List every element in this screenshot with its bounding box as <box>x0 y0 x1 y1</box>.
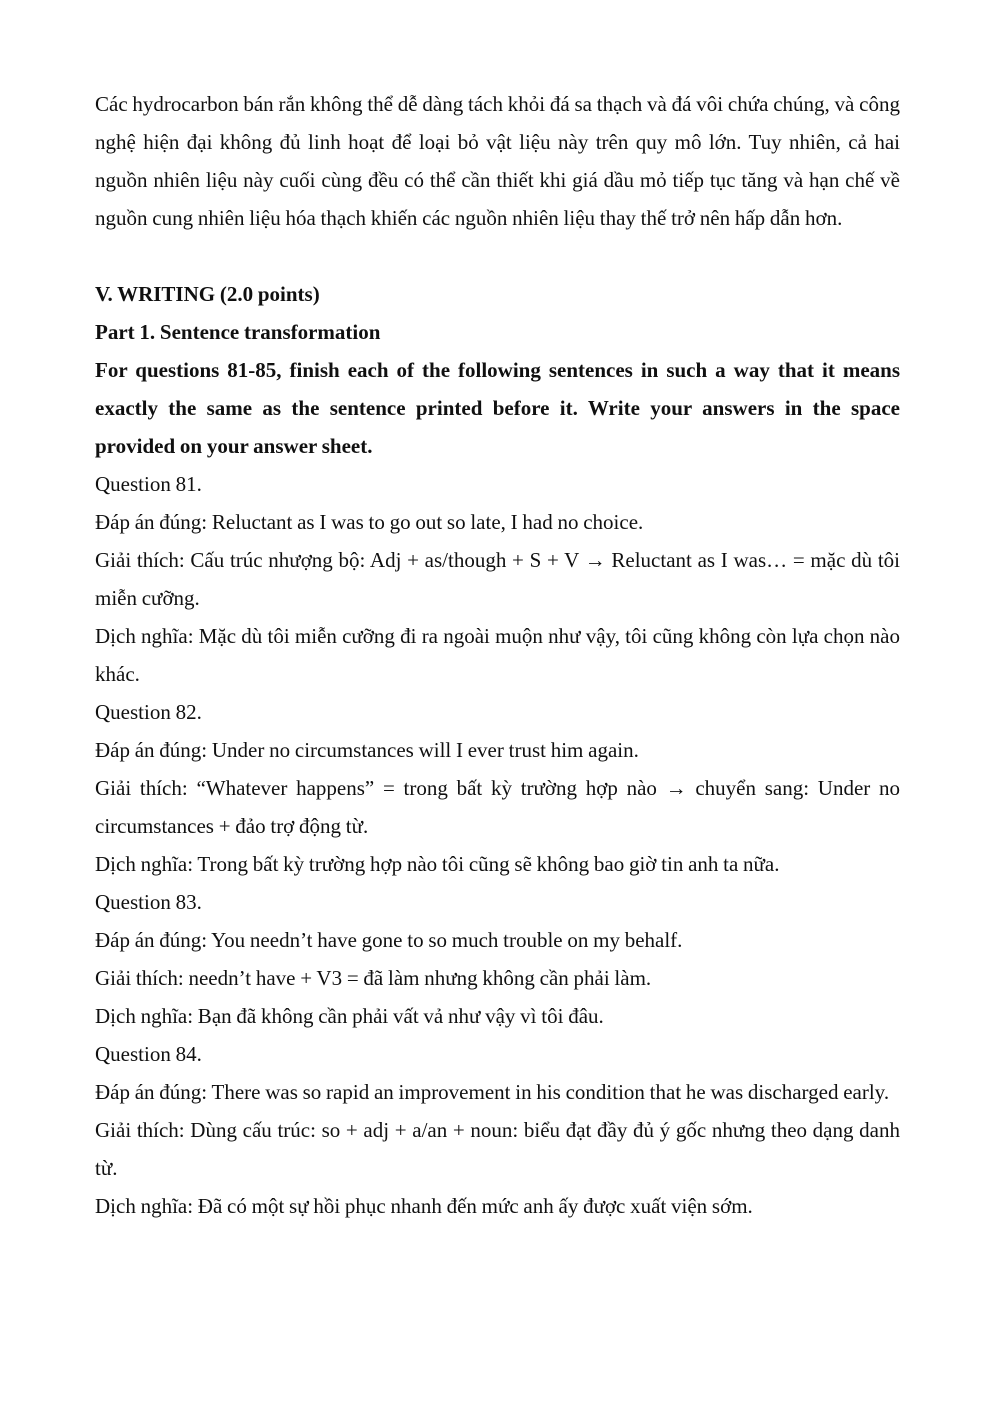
question-block-82 <box>95 693 900 883</box>
translation-line: Dịch nghĩa: Đã có một sự hồi phục nhanh đến mức anh ấy được xuất viện sớm. <box>95 1194 753 1218</box>
writing-section-heading: V. WRITING (2.0 points) <box>95 282 320 306</box>
translation-line: Dịch nghĩa: Trong bất kỳ trường hợp nào tôi cũng sẽ không bao giờ tin anh ta nữa. <box>95 852 780 876</box>
question-block-84 <box>95 1035 900 1225</box>
question-label: Question 81. <box>95 472 202 496</box>
question-block-81 <box>95 465 900 693</box>
question-block-83 <box>95 883 900 1035</box>
question-label: Question 82. <box>95 700 202 724</box>
explanation-line: Giải thích: Cấu trúc nhượng bộ: Adj + as/though + S + V → Reluctant as I was… = mặc dù tôi miễn cưỡng. <box>95 548 900 610</box>
translation-line: Dịch nghĩa: Mặc dù tôi miễn cưỡng đi ra ngoài muộn như vậy, tôi cũng không còn lựa chọn nào khác. <box>95 624 900 686</box>
question-label: Question 83. <box>95 890 202 914</box>
part-heading: Part 1. Sentence transformation <box>95 320 381 344</box>
explanation-line: Giải thích: “Whatever happens” = trong bất kỳ trường hợp nào → chuyển sang: Under no circumstances + đảo trợ động từ. <box>95 776 900 838</box>
instructions-paragraph: For questions 81-85, finish each of the following sentences in such a way that it means exactly the same as the sentence printed before it. Write your answers in the space provided on your answer sheet. <box>95 358 900 458</box>
intro-paragraph: Các hydrocarbon bán rắn không thể dễ dàng tách khỏi đá sa thạch và đá vôi chứa chúng, và công nghệ hiện đại không đủ linh hoạt để loại bỏ vật liệu này trên quy mô lớn. Tuy nhiên, cả hai nguồn nhiên liệu này cuối cùng đều có thể cần thiết khi giá dầu mỏ tiếp tục tăng và hạn chế về nguồn cung nhiên liệu hóa thạch khiến các nguồn nhiên liệu thay thế trở nên hấp dẫn hơn. <box>95 92 900 230</box>
answer-line: Đáp án đúng: There was so rapid an improvement in his condition that he was discharged early. <box>95 1080 890 1104</box>
question-label: Question 84. <box>95 1042 202 1066</box>
translation-line: Dịch nghĩa: Bạn đã không cần phải vất vả như vậy vì tôi đâu. <box>95 1004 604 1028</box>
answer-line: Đáp án đúng: You needn’t have gone to so much trouble on my behalf. <box>95 928 683 952</box>
explanation-line: Giải thích: Dùng cấu trúc: so + adj + a/an + noun: biểu đạt đầy đủ ý gốc nhưng theo dạng danh từ. <box>95 1118 900 1180</box>
answer-line: Đáp án đúng: Under no circumstances will I ever trust him again. <box>95 738 639 762</box>
answer-line: Đáp án đúng: Reluctant as I was to go out so late, I had no choice. <box>95 510 644 534</box>
explanation-line: Giải thích: needn’t have + V3 = đã làm nhưng không cần phải làm. <box>95 966 652 990</box>
